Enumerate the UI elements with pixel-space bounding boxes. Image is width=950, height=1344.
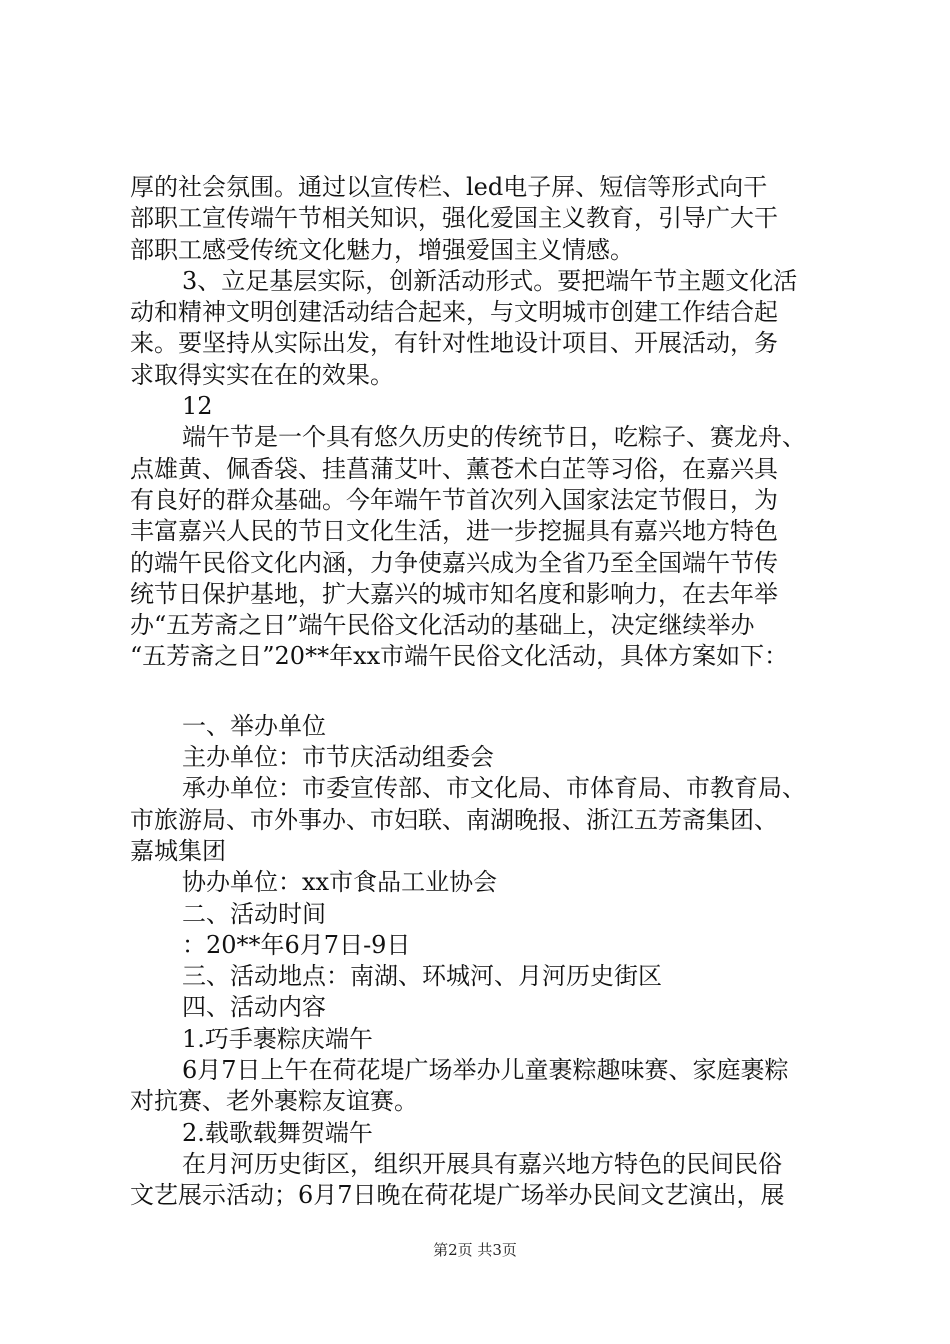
text-line: 12 xyxy=(182,392,213,421)
text-line: 动和精神文明创建活动结合起来，与文明城市创建工作结合起 xyxy=(130,298,778,327)
paragraph-block-intro xyxy=(130,172,830,673)
page-number-label: 第2页 共3页 xyxy=(433,1241,517,1259)
text-line: 市旅游局、市外事办、市妇联、南湖晚报、浙江五芳斋集团、 xyxy=(130,805,778,834)
text-line: 统节日保护基地，扩大嘉兴的城市知名度和影响力，在去年举 xyxy=(130,579,778,608)
text-line: 求取得实实在在的效果。 xyxy=(130,360,394,389)
text-line: 承办单位：市委宣传部、市文化局、市体育局、市教育局、 xyxy=(182,774,806,803)
text-line: 一、举办单位 xyxy=(182,711,326,740)
paragraph-gap xyxy=(130,673,830,711)
text-line: 1.巧手裹粽庆端午 xyxy=(182,1024,373,1053)
paragraph-block-plan xyxy=(130,711,830,1212)
text-line: 的端午民俗文化内涵，力争使嘉兴成为全省乃至全国端午节传 xyxy=(130,548,778,577)
text-line: 部职工感受传统文化魅力，增强爱国主义情感。 xyxy=(130,235,634,264)
text-line: 厚的社会氛围。通过以宣传栏、led电子屏、短信等形式向干 xyxy=(130,173,768,201)
text-line: ：20**年6月7日-9日 xyxy=(182,930,411,959)
text-line: 二、活动时间 xyxy=(182,899,326,928)
text-line: 2.载歌载舞贺端午 xyxy=(182,1118,373,1147)
text-line: 6月7日上午在荷花堤广场举办儿童裹粽趣味赛、家庭裹粽 xyxy=(182,1056,789,1085)
text-line: 文艺展示活动；6月7日晚在荷花堤广场举办民间文艺演出，展 xyxy=(130,1181,785,1210)
text-line: 嘉城集团 xyxy=(130,836,226,865)
text-line: 部职工宣传端午节相关知识，强化爱国主义教育，引导广大干 xyxy=(130,204,778,233)
text-line: “五芳斋之日”20**年xx市端午民俗文化活动，具体方案如下： xyxy=(130,642,789,671)
text-line: 三、活动地点：南湖、环城河、月河历史街区 xyxy=(182,962,662,991)
text-line: 端午节是一个具有悠久历史的传统节日，吃粽子、赛龙舟、 xyxy=(182,423,806,452)
text-line: 办“五芳斋之日”端午民俗文化活动的基础上，决定继续举办 xyxy=(130,611,755,640)
text-line: 点雄黄、佩香袋、挂菖蒲艾叶、薰苍术白芷等习俗，在嘉兴具 xyxy=(130,454,778,483)
text-line: 协办单位：xx市食品工业协会 xyxy=(182,868,498,897)
text-line: 在月河历史街区，组织开展具有嘉兴地方特色的民间民俗 xyxy=(182,1149,782,1178)
page-footer xyxy=(0,1240,950,1260)
document-body xyxy=(130,172,830,1212)
text-line: 主办单位：市节庆活动组委会 xyxy=(182,743,494,772)
text-line: 丰富嘉兴人民的节日文化生活，进一步挖掘具有嘉兴地方特色 xyxy=(130,517,778,546)
text-line: 来。要坚持从实际出发，有针对性地设计项目、开展活动，务 xyxy=(130,329,778,358)
text-line: 3、立足基层实际，创新活动形式。要把端午节主题文化活 xyxy=(182,266,798,295)
text-line: 有良好的群众基础。今年端午节首次列入国家法定节假日，为 xyxy=(130,485,778,514)
text-line: 四、活动内容 xyxy=(182,993,326,1022)
text-line: 对抗赛、老外裹粽友谊赛。 xyxy=(130,1087,418,1116)
